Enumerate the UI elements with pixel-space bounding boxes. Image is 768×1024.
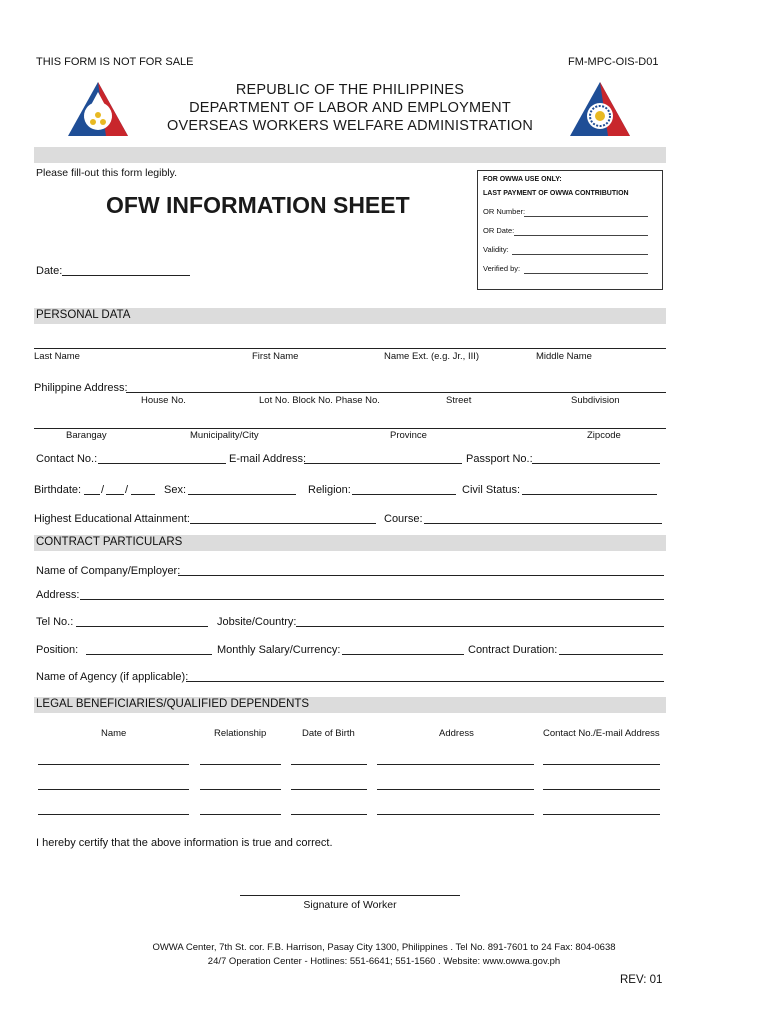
last-name-label: Last Name — [34, 351, 80, 362]
beneficiary-3-name-field[interactable] — [38, 814, 189, 815]
province-label: Province — [390, 430, 427, 441]
agency-line-republic: REPUBLIC OF THE PHILIPPINES — [235, 82, 465, 98]
header-band — [34, 147, 666, 163]
education-label: Highest Educational Attainment: — [34, 513, 190, 525]
house-no-label: House No. — [141, 395, 186, 406]
email-label: E-mail Address: — [229, 453, 307, 465]
tel-no-label: Tel No.: — [36, 616, 74, 628]
civil-status-field[interactable] — [522, 494, 657, 495]
col-address: Address — [439, 728, 474, 739]
position-label: Position: — [36, 644, 79, 656]
validity-label: Validity: — [483, 245, 509, 254]
owwa-box-title: FOR OWWA USE ONLY: — [483, 176, 562, 183]
certify-statement: I hereby certify that the above information is true and correct. — [36, 837, 333, 849]
barangay-label: Barangay — [66, 430, 107, 441]
civil-status-label: Civil Status: — [462, 484, 521, 496]
revision-number: REV: 01 — [620, 974, 663, 986]
jobsite-label: Jobsite/Country: — [217, 616, 297, 628]
owwa-box-subtitle: LAST PAYMENT OF OWWA CONTRIBUTION — [483, 190, 629, 197]
course-label: Course: — [384, 513, 423, 525]
agency-line-owwa: OVERSEAS WORKERS WELFARE ADMINISTRATION — [166, 118, 534, 134]
date-field[interactable] — [62, 275, 190, 276]
validity-field[interactable] — [512, 254, 648, 255]
birthdate-year-field[interactable] — [131, 494, 155, 495]
col-name: Name — [101, 728, 127, 739]
owwa-logo-right — [568, 78, 632, 142]
sex-label: Sex: — [164, 484, 187, 496]
salary-field[interactable] — [342, 654, 464, 655]
beneficiary-1-address-field[interactable] — [377, 764, 534, 765]
lot-no-label: Lot No. Block No. Phase No. — [259, 395, 380, 406]
beneficiary-3-relationship-field[interactable] — [200, 814, 281, 815]
duration-field[interactable] — [559, 654, 663, 655]
beneficiary-3-dob-field[interactable] — [291, 814, 367, 815]
footer-address: OWWA Center, 7th St. cor. F.B. Harrison, Pasay City 1300, Philippines . Tel No. 891-7601 to 24 Fax: 804-0638 — [152, 942, 616, 953]
company-field[interactable] — [178, 575, 664, 576]
birthdate-month-field[interactable] — [84, 494, 100, 495]
agency-field[interactable] — [186, 681, 664, 682]
personal-data-heading: PERSONAL DATA — [36, 309, 131, 321]
ph-address-label: Philippine Address: — [34, 382, 128, 394]
birthdate-slash-1: / — [101, 484, 105, 496]
tel-no-field[interactable] — [76, 626, 208, 627]
beneficiary-2-address-field[interactable] — [377, 789, 534, 790]
jobsite-field[interactable] — [296, 626, 664, 627]
beneficiary-1-name-field[interactable] — [38, 764, 189, 765]
fill-instruction: Please fill-out this form legibly. — [36, 167, 178, 179]
or-date-field[interactable] — [514, 235, 648, 236]
religion-field[interactable] — [352, 494, 456, 495]
birthdate-slash-2: / — [125, 484, 129, 496]
full-name-field[interactable] — [34, 348, 666, 349]
subdivision-label: Subdivision — [571, 395, 620, 406]
form-title: OFW INFORMATION SHEET — [106, 192, 410, 218]
beneficiary-1-dob-field[interactable] — [291, 764, 367, 765]
ph-address-field-2[interactable] — [34, 428, 666, 429]
street-label: Street — [446, 395, 472, 406]
duration-label: Contract Duration: — [468, 644, 558, 656]
beneficiary-2-contact-field[interactable] — [543, 789, 660, 790]
beneficiary-1-contact-field[interactable] — [543, 764, 660, 765]
ph-address-field-1[interactable] — [126, 392, 666, 393]
beneficiary-2-dob-field[interactable] — [291, 789, 367, 790]
course-field[interactable] — [424, 523, 662, 524]
beneficiary-1-relationship-field[interactable] — [200, 764, 281, 765]
or-number-label: OR Number: — [483, 207, 526, 216]
form-code: FM-MPC-OIS-D01 — [568, 56, 659, 68]
signature-field[interactable] — [240, 895, 460, 896]
beneficiaries-heading: LEGAL BENEFICIARIES/QUALIFIED DEPENDENTS — [36, 698, 310, 710]
not-for-sale-notice: THIS FORM IS NOT FOR SALE — [36, 56, 194, 68]
beneficiary-3-contact-field[interactable] — [543, 814, 660, 815]
passport-field[interactable] — [532, 463, 660, 464]
agency-line-dole: DEPARTMENT OF LABOR AND EMPLOYMENT — [189, 100, 511, 116]
zipcode-label: Zipcode — [587, 430, 621, 441]
or-number-field[interactable] — [524, 216, 648, 217]
verified-by-label: Verified by: — [483, 264, 521, 273]
name-ext-label: Name Ext. (e.g. Jr., III) — [384, 351, 480, 362]
contact-no-field[interactable] — [98, 463, 226, 464]
or-date-label: OR Date: — [483, 226, 515, 235]
col-contact: Contact No./E-mail Address — [543, 728, 660, 739]
owwa-use-only-box — [477, 170, 663, 290]
middle-name-label: Middle Name — [536, 351, 592, 362]
religion-label: Religion: — [308, 484, 351, 496]
first-name-label: First Name — [252, 351, 299, 362]
contact-no-label: Contact No.: — [36, 453, 98, 465]
col-relationship: Relationship — [214, 728, 267, 739]
beneficiary-2-name-field[interactable] — [38, 789, 189, 790]
verified-by-field[interactable] — [524, 273, 648, 274]
passport-label: Passport No.: — [466, 453, 533, 465]
education-field[interactable] — [190, 523, 376, 524]
salary-label: Monthly Salary/Currency: — [217, 644, 341, 656]
contract-address-field[interactable] — [80, 599, 664, 600]
sex-field[interactable] — [188, 494, 296, 495]
birthdate-day-field[interactable] — [106, 494, 124, 495]
beneficiary-2-relationship-field[interactable] — [200, 789, 281, 790]
position-field[interactable] — [86, 654, 212, 655]
signature-label: Signature of Worker — [303, 899, 397, 911]
date-label: Date: — [36, 265, 63, 277]
contract-heading: CONTRACT PARTICULARS — [36, 536, 183, 548]
contract-address-label: Address: — [36, 589, 80, 601]
agency-label: Name of Agency (if applicable): — [36, 671, 189, 683]
footer-hotlines: 24/7 Operation Center - Hotlines: 551-6641; 551-1560 . Website: www.owwa.gov.ph — [207, 956, 561, 967]
beneficiary-3-address-field[interactable] — [377, 814, 534, 815]
birthdate-label: Birthdate: — [34, 484, 82, 496]
municipality-label: Municipality/City — [190, 430, 259, 441]
email-field[interactable] — [304, 463, 462, 464]
dole-logo-left — [66, 78, 130, 142]
company-label: Name of Company/Employer: — [36, 565, 181, 577]
col-date-of-birth: Date of Birth — [302, 728, 355, 739]
